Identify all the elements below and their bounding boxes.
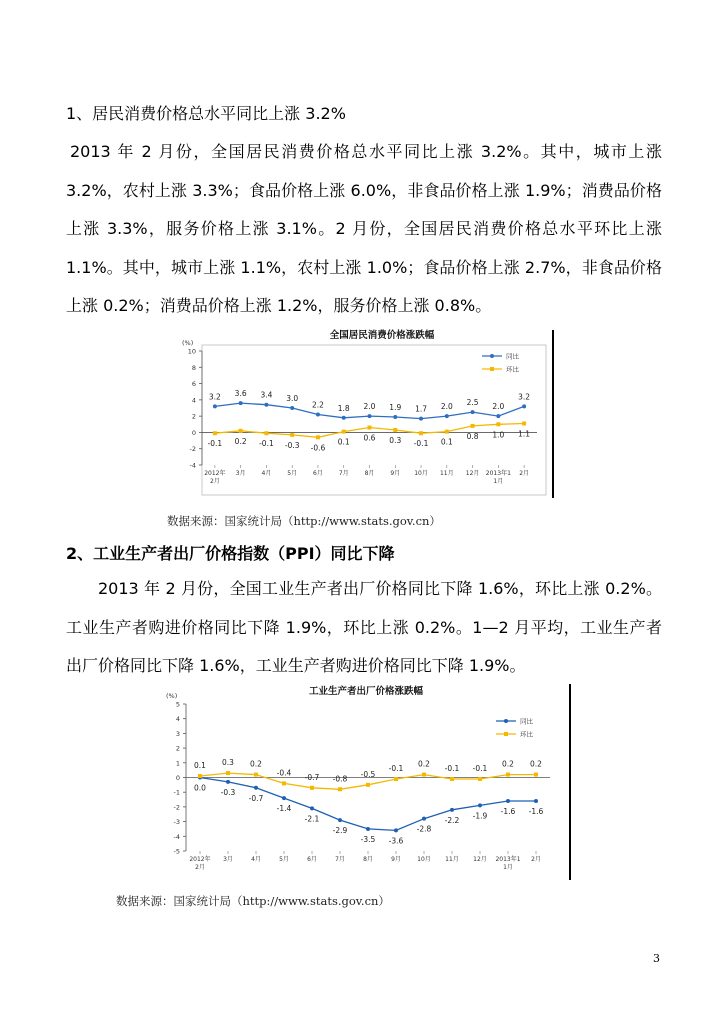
data-label: -0.5 — [360, 769, 376, 779]
divider-line — [569, 684, 571, 880]
data-label: 0.2 — [418, 759, 430, 769]
y-tick-label: 1 — [175, 759, 180, 768]
data-label: -0.4 — [276, 768, 292, 778]
y-tick-label: -4 — [189, 461, 196, 470]
x-tick-label: 2月 — [519, 470, 530, 477]
legend-marker — [490, 354, 494, 358]
data-label: -1.6 — [500, 807, 516, 817]
data-label: -2.1 — [304, 814, 320, 824]
y-tick-label: 4 — [175, 715, 180, 724]
data-label: 3.6 — [234, 389, 247, 399]
data-point — [290, 433, 294, 437]
data-point — [254, 773, 258, 777]
data-label: -0.1 — [388, 763, 404, 773]
data-label: 2.5 — [466, 398, 479, 408]
y-tick-label: 6 — [191, 380, 196, 389]
y-tick-label: 8 — [191, 363, 196, 372]
data-label: -0.3 — [284, 440, 300, 450]
data-label: 2.0 — [440, 402, 453, 412]
section1-heading: 1、居民消费价格总水平同比上涨 3.2% — [66, 104, 346, 123]
section2-paragraph: 2013 年 2 月份，全国工业生产者出厂价格同比下降 1.6%，环比上涨 0.2%。工业生产者购进价格同比下降 1.9%，环比上涨 0.2%。1—2 月平均，工业生产者出厂价格同比下降 1.6%，工业生产者购进价格同比下降 1.9%。 — [66, 579, 662, 675]
y-tick-label: -2 — [173, 803, 180, 812]
x-tick-label: 9月 — [391, 856, 401, 863]
y-tick-label: 4 — [191, 396, 196, 405]
y-tick-label: -2 — [189, 445, 196, 454]
x-tick-label: 10月 — [414, 470, 428, 477]
data-point — [394, 828, 398, 832]
data-label: -0.6 — [310, 443, 326, 453]
x-tick-label: 10月 — [417, 856, 431, 863]
data-point — [316, 413, 320, 417]
x-tick-label: 2012年 — [189, 856, 211, 863]
data-point — [342, 430, 346, 434]
data-point — [450, 777, 454, 781]
legend-label: 同比 — [506, 352, 519, 361]
data-point — [534, 799, 538, 803]
y-tick-label: -1 — [173, 788, 180, 797]
section2-heading: 2、工业生产者出厂价格指数（PPI）同比下降 — [66, 544, 395, 563]
section1-paragraph: 2013 年 2 月份，全国居民消费价格总水平同比上涨 3.2%。其中，城市上涨 3.2%，农村上涨 3.3%；食品价格上涨 6.0%，非食品价格上涨 1.9%；消费品价格上涨 3.3%，服务价格上涨 3.1%。2 月份，全国居民消费价格总水平环比上涨 1.1%。其中，城市上涨 1.1%，农村上涨 1.0%；食品价格上涨 2.7%，非食品价格上涨 0.2%；消费品价格上涨 1.2%，服务价格上涨 0.8%。 — [66, 142, 662, 315]
page-number: 3 — [653, 952, 660, 965]
divider-line — [552, 330, 554, 498]
ppi-chart — [166, 684, 566, 876]
data-label: 2.0 — [492, 402, 505, 412]
x-tick-label: 1月 — [493, 478, 504, 485]
data-point — [226, 771, 230, 775]
data-label: -0.7 — [248, 793, 264, 803]
data-label: -1.6 — [528, 807, 544, 817]
y-tick-label: 2 — [175, 744, 180, 753]
x-tick-label: 8月 — [363, 856, 373, 863]
y-unit-label: (%) — [182, 339, 194, 347]
data-point — [254, 786, 258, 790]
data-label: 1.0 — [492, 430, 505, 440]
data-label: 0.8 — [466, 431, 479, 441]
data-label: 2.2 — [311, 400, 324, 410]
x-tick-label: 7月 — [338, 470, 349, 477]
y-tick-label: 2 — [191, 412, 196, 421]
data-point — [522, 421, 526, 425]
data-point — [496, 414, 500, 418]
y-tick-label: 3 — [175, 729, 180, 738]
x-tick-label: 4月 — [251, 856, 261, 863]
x-tick-label: 2月 — [195, 864, 205, 871]
legend-marker — [490, 367, 494, 371]
data-label: -1.4 — [276, 804, 292, 814]
data-point — [419, 417, 423, 421]
y-tick-label: 0 — [175, 774, 180, 782]
data-point — [239, 401, 243, 405]
data-label: 0.2 — [530, 759, 542, 769]
data-point — [239, 429, 243, 433]
data-label: 0.0 — [194, 783, 206, 793]
data-label: -2.8 — [416, 824, 432, 834]
data-label: 2.0 — [363, 402, 376, 412]
chart-title: 工业生产者出厂价格涨跌幅 — [308, 686, 424, 697]
data-label: -0.3 — [220, 787, 236, 797]
x-tick-label: 11月 — [445, 856, 459, 863]
legend-marker — [504, 719, 508, 723]
data-point — [522, 404, 526, 408]
data-label: 3.0 — [286, 394, 299, 403]
x-tick-label: 2012年 — [204, 470, 226, 477]
data-point — [445, 414, 449, 418]
data-point — [394, 777, 398, 781]
data-label: 3.2 — [518, 392, 531, 402]
data-label: 0.3 — [222, 758, 234, 768]
data-point — [445, 430, 449, 434]
data-point — [393, 428, 397, 432]
source-note: 数据来源：国家统计局（http://www.stats.gov.cn） — [116, 894, 390, 908]
x-tick-label: 2月 — [209, 478, 220, 485]
x-tick-label: 9月 — [390, 470, 401, 477]
data-label: 0.1 — [440, 437, 453, 447]
data-point — [422, 817, 426, 821]
data-label: -2.9 — [332, 826, 348, 836]
y-unit-label: (%) — [166, 692, 178, 700]
data-point — [534, 773, 538, 777]
x-tick-label: 8月 — [364, 470, 375, 477]
x-tick-label: 1月 — [503, 864, 513, 871]
data-point — [393, 415, 397, 419]
data-point — [422, 773, 426, 777]
legend-label: 同比 — [520, 717, 533, 726]
data-label: -0.1 — [413, 439, 429, 449]
data-point — [310, 806, 314, 810]
x-tick-label: 7月 — [335, 856, 345, 863]
x-tick-label: 6月 — [313, 470, 323, 477]
x-tick-label: 6月 — [307, 856, 317, 863]
data-label: -3.6 — [388, 836, 404, 846]
data-point — [496, 422, 500, 426]
data-point — [198, 774, 202, 778]
data-label: 0.2 — [250, 759, 262, 769]
data-point — [226, 780, 230, 784]
x-tick-label: 3月 — [223, 856, 233, 863]
data-point — [316, 435, 320, 439]
cpi-chart — [170, 325, 555, 497]
data-label: -0.1 — [259, 439, 274, 449]
y-tick-label: -5 — [173, 847, 180, 856]
data-point — [366, 827, 370, 831]
data-point — [282, 796, 286, 800]
data-label: -0.1 — [444, 763, 460, 773]
x-tick-label: 11月 — [439, 470, 454, 477]
data-label: -2.2 — [444, 815, 460, 825]
data-point — [338, 787, 342, 791]
data-label: 1.8 — [337, 403, 350, 413]
x-tick-label: 2013年1 — [495, 856, 521, 863]
data-label: 1.1 — [518, 429, 531, 439]
data-point — [450, 808, 454, 812]
data-point — [213, 404, 217, 408]
data-point — [366, 783, 370, 787]
data-label: 0.6 — [363, 433, 376, 443]
data-point — [310, 786, 314, 790]
x-tick-label: 12月 — [465, 470, 480, 477]
data-point — [282, 781, 286, 785]
data-label: 0.2 — [234, 436, 247, 446]
x-tick-label: 5月 — [287, 470, 298, 477]
data-point — [506, 773, 510, 777]
data-point — [264, 403, 268, 407]
data-point — [478, 777, 482, 781]
data-label: -0.1 — [207, 439, 223, 449]
data-label: -1.9 — [472, 811, 488, 821]
x-tick-label: 2013年1 — [485, 470, 511, 477]
data-point — [342, 416, 346, 420]
y-tick-label: 10 — [187, 347, 196, 356]
legend-label: 环比 — [506, 365, 519, 374]
data-label: 3.2 — [208, 392, 221, 402]
data-point — [478, 803, 482, 807]
y-tick-label: 0 — [191, 428, 196, 437]
data-label: 3.4 — [260, 390, 273, 400]
data-point — [419, 431, 423, 435]
data-label: -0.8 — [332, 774, 348, 784]
x-tick-label: 3月 — [235, 470, 246, 477]
data-point — [471, 424, 475, 428]
data-label: 0.1 — [194, 761, 206, 771]
legend-marker — [504, 732, 508, 736]
data-point — [368, 426, 372, 430]
data-point — [290, 406, 294, 410]
data-point — [506, 799, 510, 803]
x-tick-label: 2月 — [531, 856, 541, 863]
source-note: 数据来源：国家统计局（http://www.stats.gov.cn） — [167, 514, 441, 528]
chart-title: 全国居民消费价格涨跌幅 — [329, 330, 435, 341]
y-tick-label: -4 — [173, 832, 180, 841]
x-tick-label: 12月 — [473, 856, 487, 863]
data-point — [338, 818, 342, 822]
data-label: 0.2 — [502, 759, 514, 769]
x-tick-label: 5月 — [279, 856, 289, 863]
data-label: 1.7 — [415, 404, 428, 414]
data-point — [213, 431, 217, 435]
data-label: -3.5 — [360, 834, 376, 844]
data-label: 0.1 — [337, 437, 350, 447]
legend-label: 环比 — [520, 730, 533, 739]
x-tick-label: 4月 — [261, 470, 272, 477]
data-label: 1.9 — [389, 402, 402, 412]
y-tick-label: -3 — [173, 818, 180, 827]
data-label: -0.1 — [472, 763, 488, 773]
y-tick-label: 5 — [175, 700, 180, 709]
data-label: 0.3 — [389, 435, 402, 445]
data-point — [264, 431, 268, 435]
data-label: -0.7 — [304, 772, 320, 782]
data-point — [368, 414, 372, 418]
data-point — [471, 410, 475, 414]
